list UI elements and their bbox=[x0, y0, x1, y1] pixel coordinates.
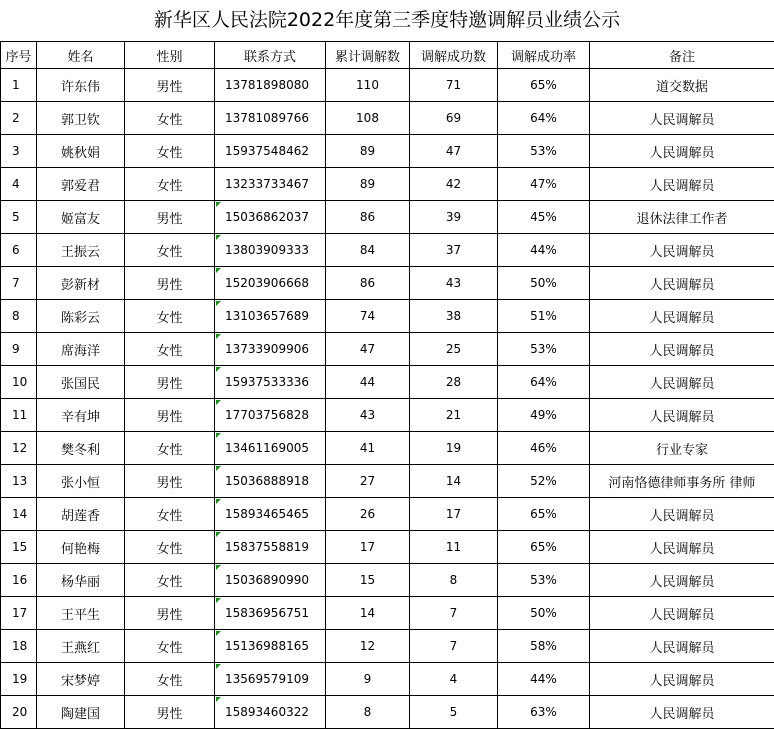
cell-rate[interactable]: 52% bbox=[498, 465, 590, 498]
cell-rate[interactable]: 58% bbox=[498, 630, 590, 663]
cell-phone[interactable]: 15036862037 bbox=[215, 201, 326, 234]
cell-rate[interactable]: 53% bbox=[498, 333, 590, 366]
cell-total[interactable]: 89 bbox=[326, 168, 410, 201]
cell-total[interactable]: 47 bbox=[326, 333, 410, 366]
header-rate[interactable]: 调解成功率 bbox=[498, 42, 590, 69]
cell-total[interactable]: 12 bbox=[326, 630, 410, 663]
cell-gender[interactable]: 男性 bbox=[125, 201, 215, 234]
cell-seq[interactable]: 12 bbox=[1, 432, 37, 465]
cell-rate[interactable]: 50% bbox=[498, 597, 590, 630]
cell-name[interactable]: 何艳梅 bbox=[37, 531, 125, 564]
cell-name[interactable]: 王振云 bbox=[37, 234, 125, 267]
cell-name[interactable]: 陈彩云 bbox=[37, 300, 125, 333]
mediator-table bbox=[0, 41, 774, 729]
cell-rate[interactable]: 65% bbox=[498, 498, 590, 531]
table-row bbox=[1, 465, 774, 498]
cell-rate[interactable]: 53% bbox=[498, 135, 590, 168]
cell-phone[interactable]: 13233733467 bbox=[215, 168, 326, 201]
cell-note[interactable]: 人民调解员 bbox=[590, 399, 774, 432]
cell-success[interactable]: 28 bbox=[410, 366, 498, 399]
cell-success[interactable]: 39 bbox=[410, 201, 498, 234]
cell-gender[interactable]: 女性 bbox=[125, 300, 215, 333]
cell-rate[interactable]: 46% bbox=[498, 432, 590, 465]
cell-gender[interactable]: 男性 bbox=[125, 399, 215, 432]
cell-name[interactable]: 姚秋娟 bbox=[37, 135, 125, 168]
cell-success[interactable]: 71 bbox=[410, 69, 498, 102]
cell-name[interactable]: 张国民 bbox=[37, 366, 125, 399]
cell-success[interactable]: 21 bbox=[410, 399, 498, 432]
cell-gender[interactable]: 女性 bbox=[125, 432, 215, 465]
cell-seq[interactable]: 15 bbox=[1, 531, 37, 564]
cell-rate[interactable]: 44% bbox=[498, 234, 590, 267]
cell-name[interactable]: 姬富友 bbox=[37, 201, 125, 234]
cell-gender[interactable]: 女性 bbox=[125, 630, 215, 663]
cell-note[interactable]: 河南恪德律师事务所 律师 bbox=[590, 465, 774, 498]
cell-name[interactable]: 席海洋 bbox=[37, 333, 125, 366]
cell-total[interactable]: 9 bbox=[326, 663, 410, 696]
cell-phone[interactable]: 17703756828 bbox=[215, 399, 326, 432]
table-row bbox=[1, 663, 774, 696]
header-total[interactable]: 累计调解数 bbox=[326, 42, 410, 69]
cell-gender[interactable]: 女性 bbox=[125, 663, 215, 696]
cell-total[interactable]: 44 bbox=[326, 366, 410, 399]
table-row bbox=[1, 366, 774, 399]
cell-note[interactable]: 人民调解员 bbox=[590, 135, 774, 168]
cell-name[interactable]: 彭新材 bbox=[37, 267, 125, 300]
header-phone[interactable]: 联系方式 bbox=[215, 42, 326, 69]
cell-phone[interactable]: 13781898080 bbox=[215, 69, 326, 102]
cell-seq[interactable]: 7 bbox=[1, 267, 37, 300]
cell-gender[interactable]: 男性 bbox=[125, 696, 215, 729]
cell-success[interactable]: 4 bbox=[410, 663, 498, 696]
header-row bbox=[1, 42, 774, 69]
cell-seq[interactable]: 18 bbox=[1, 630, 37, 663]
cell-phone[interactable]: 15937533336 bbox=[215, 366, 326, 399]
table-row bbox=[1, 564, 774, 597]
header-success[interactable]: 调解成功数 bbox=[410, 42, 498, 69]
cell-total[interactable]: 17 bbox=[326, 531, 410, 564]
cell-seq[interactable]: 1 bbox=[1, 69, 37, 102]
header-name[interactable]: 姓名 bbox=[37, 42, 125, 69]
cell-seq[interactable]: 20 bbox=[1, 696, 37, 729]
cell-success[interactable]: 7 bbox=[410, 630, 498, 663]
cell-name[interactable]: 王平生 bbox=[37, 597, 125, 630]
cell-rate[interactable]: 47% bbox=[498, 168, 590, 201]
table-row bbox=[1, 201, 774, 234]
cell-note[interactable]: 行业专家 bbox=[590, 432, 774, 465]
cell-note[interactable]: 人民调解员 bbox=[590, 597, 774, 630]
cell-success[interactable]: 25 bbox=[410, 333, 498, 366]
cell-total[interactable]: 84 bbox=[326, 234, 410, 267]
cell-seq[interactable]: 14 bbox=[1, 498, 37, 531]
cell-success[interactable]: 43 bbox=[410, 267, 498, 300]
cell-success[interactable]: 42 bbox=[410, 168, 498, 201]
cell-seq[interactable]: 17 bbox=[1, 597, 37, 630]
cell-note[interactable]: 人民调解员 bbox=[590, 300, 774, 333]
cell-success[interactable]: 11 bbox=[410, 531, 498, 564]
cell-total[interactable]: 14 bbox=[326, 597, 410, 630]
table-row bbox=[1, 498, 774, 531]
cell-rate[interactable]: 53% bbox=[498, 564, 590, 597]
cell-rate[interactable]: 65% bbox=[498, 531, 590, 564]
cell-seq[interactable]: 2 bbox=[1, 102, 37, 135]
cell-phone[interactable]: 13803909333 bbox=[215, 234, 326, 267]
header-note[interactable]: 备注 bbox=[590, 42, 774, 69]
page-title: 新华区人民法院2022年度第三季度特邀调解员业绩公示 bbox=[0, 0, 774, 41]
cell-phone[interactable]: 15893460322 bbox=[215, 696, 326, 729]
cell-note[interactable]: 人民调解员 bbox=[590, 333, 774, 366]
table-row bbox=[1, 168, 774, 201]
cell-name[interactable]: 郭卫钦 bbox=[37, 102, 125, 135]
cell-total[interactable]: 43 bbox=[326, 399, 410, 432]
cell-gender[interactable]: 女性 bbox=[125, 531, 215, 564]
cell-gender[interactable]: 女性 bbox=[125, 234, 215, 267]
cell-name[interactable]: 张小恒 bbox=[37, 465, 125, 498]
table-row bbox=[1, 333, 774, 366]
cell-success[interactable]: 47 bbox=[410, 135, 498, 168]
cell-success[interactable]: 7 bbox=[410, 597, 498, 630]
cell-phone[interactable]: 13461169005 bbox=[215, 432, 326, 465]
cell-name[interactable]: 杨华丽 bbox=[37, 564, 125, 597]
cell-gender[interactable]: 女性 bbox=[125, 168, 215, 201]
cell-note[interactable]: 人民调解员 bbox=[590, 102, 774, 135]
cell-gender[interactable]: 女性 bbox=[125, 102, 215, 135]
cell-success[interactable]: 5 bbox=[410, 696, 498, 729]
cell-note[interactable]: 道交数据 bbox=[590, 69, 774, 102]
cell-phone[interactable]: 15036890990 bbox=[215, 564, 326, 597]
cell-gender[interactable]: 女性 bbox=[125, 564, 215, 597]
cell-phone[interactable]: 15136988165 bbox=[215, 630, 326, 663]
cell-phone[interactable]: 15203906668 bbox=[215, 267, 326, 300]
table-row bbox=[1, 102, 774, 135]
cell-note[interactable]: 人民调解员 bbox=[590, 696, 774, 729]
cell-name[interactable]: 辛有坤 bbox=[37, 399, 125, 432]
cell-total[interactable]: 110 bbox=[326, 69, 410, 102]
cell-seq[interactable]: 4 bbox=[1, 168, 37, 201]
cell-seq[interactable]: 8 bbox=[1, 300, 37, 333]
cell-success[interactable]: 8 bbox=[410, 564, 498, 597]
cell-total[interactable]: 86 bbox=[326, 267, 410, 300]
cell-rate[interactable]: 51% bbox=[498, 300, 590, 333]
table-row bbox=[1, 531, 774, 564]
cell-gender[interactable]: 男性 bbox=[125, 465, 215, 498]
cell-rate[interactable]: 44% bbox=[498, 663, 590, 696]
cell-note[interactable]: 人民调解员 bbox=[590, 234, 774, 267]
cell-gender[interactable]: 男性 bbox=[125, 267, 215, 300]
cell-total[interactable]: 89 bbox=[326, 135, 410, 168]
cell-rate[interactable]: 50% bbox=[498, 267, 590, 300]
cell-gender[interactable]: 男性 bbox=[125, 69, 215, 102]
cell-seq[interactable]: 16 bbox=[1, 564, 37, 597]
cell-phone[interactable]: 15893465465 bbox=[215, 498, 326, 531]
cell-name[interactable]: 王燕红 bbox=[37, 630, 125, 663]
cell-gender[interactable]: 男性 bbox=[125, 366, 215, 399]
cell-rate[interactable]: 65% bbox=[498, 69, 590, 102]
cell-name[interactable]: 樊冬利 bbox=[37, 432, 125, 465]
cell-phone[interactable]: 15836956751 bbox=[215, 597, 326, 630]
cell-phone[interactable]: 15036888918 bbox=[215, 465, 326, 498]
cell-success[interactable]: 69 bbox=[410, 102, 498, 135]
cell-name[interactable]: 宋梦婷 bbox=[37, 663, 125, 696]
header-gender[interactable]: 性别 bbox=[125, 42, 215, 69]
cell-rate[interactable]: 63% bbox=[498, 696, 590, 729]
table-row bbox=[1, 597, 774, 630]
cell-gender[interactable]: 女性 bbox=[125, 333, 215, 366]
cell-gender[interactable]: 女性 bbox=[125, 135, 215, 168]
cell-success[interactable]: 19 bbox=[410, 432, 498, 465]
cell-total[interactable]: 74 bbox=[326, 300, 410, 333]
table-row bbox=[1, 300, 774, 333]
cell-phone[interactable]: 13781089766 bbox=[215, 102, 326, 135]
table-row bbox=[1, 234, 774, 267]
cell-note[interactable]: 人民调解员 bbox=[590, 564, 774, 597]
cell-phone[interactable]: 13733909906 bbox=[215, 333, 326, 366]
cell-note[interactable]: 人民调解员 bbox=[590, 168, 774, 201]
cell-seq[interactable]: 10 bbox=[1, 366, 37, 399]
cell-name[interactable]: 胡莲香 bbox=[37, 498, 125, 531]
cell-total[interactable]: 26 bbox=[326, 498, 410, 531]
cell-success[interactable]: 38 bbox=[410, 300, 498, 333]
cell-note[interactable]: 退休法律工作者 bbox=[590, 201, 774, 234]
table-row bbox=[1, 267, 774, 300]
cell-success[interactable]: 17 bbox=[410, 498, 498, 531]
cell-phone[interactable]: 13103657689 bbox=[215, 300, 326, 333]
cell-total[interactable]: 108 bbox=[326, 102, 410, 135]
table-row bbox=[1, 399, 774, 432]
cell-note[interactable]: 人民调解员 bbox=[590, 663, 774, 696]
cell-name[interactable]: 陶建国 bbox=[37, 696, 125, 729]
cell-rate[interactable]: 64% bbox=[498, 366, 590, 399]
cell-note[interactable]: 人民调解员 bbox=[590, 267, 774, 300]
cell-rate[interactable]: 45% bbox=[498, 201, 590, 234]
cell-total[interactable]: 15 bbox=[326, 564, 410, 597]
cell-gender[interactable]: 男性 bbox=[125, 597, 215, 630]
cell-name[interactable]: 许东伟 bbox=[37, 69, 125, 102]
cell-total[interactable]: 8 bbox=[326, 696, 410, 729]
cell-seq[interactable]: 6 bbox=[1, 234, 37, 267]
table-row bbox=[1, 135, 774, 168]
cell-seq[interactable]: 11 bbox=[1, 399, 37, 432]
header-seq[interactable]: 序号 bbox=[1, 42, 37, 69]
cell-seq[interactable]: 9 bbox=[1, 333, 37, 366]
cell-phone[interactable]: 15937548462 bbox=[215, 135, 326, 168]
cell-rate[interactable]: 64% bbox=[498, 102, 590, 135]
cell-seq[interactable]: 13 bbox=[1, 465, 37, 498]
cell-rate[interactable]: 49% bbox=[498, 399, 590, 432]
cell-total[interactable]: 41 bbox=[326, 432, 410, 465]
cell-note[interactable]: 人民调解员 bbox=[590, 366, 774, 399]
cell-name[interactable]: 郭爱君 bbox=[37, 168, 125, 201]
cell-total[interactable]: 86 bbox=[326, 201, 410, 234]
cell-seq[interactable]: 5 bbox=[1, 201, 37, 234]
table-row bbox=[1, 69, 774, 102]
cell-note[interactable]: 人民调解员 bbox=[590, 498, 774, 531]
table-row bbox=[1, 432, 774, 465]
cell-success[interactable]: 37 bbox=[410, 234, 498, 267]
cell-phone[interactable]: 15837558819 bbox=[215, 531, 326, 564]
cell-note[interactable]: 人民调解员 bbox=[590, 531, 774, 564]
cell-note[interactable]: 人民调解员 bbox=[590, 630, 774, 663]
cell-total[interactable]: 27 bbox=[326, 465, 410, 498]
cell-seq[interactable]: 19 bbox=[1, 663, 37, 696]
cell-phone[interactable]: 13569579109 bbox=[215, 663, 326, 696]
cell-gender[interactable]: 女性 bbox=[125, 498, 215, 531]
cell-success[interactable]: 14 bbox=[410, 465, 498, 498]
table-row bbox=[1, 696, 774, 729]
cell-seq[interactable]: 3 bbox=[1, 135, 37, 168]
table-row bbox=[1, 630, 774, 663]
